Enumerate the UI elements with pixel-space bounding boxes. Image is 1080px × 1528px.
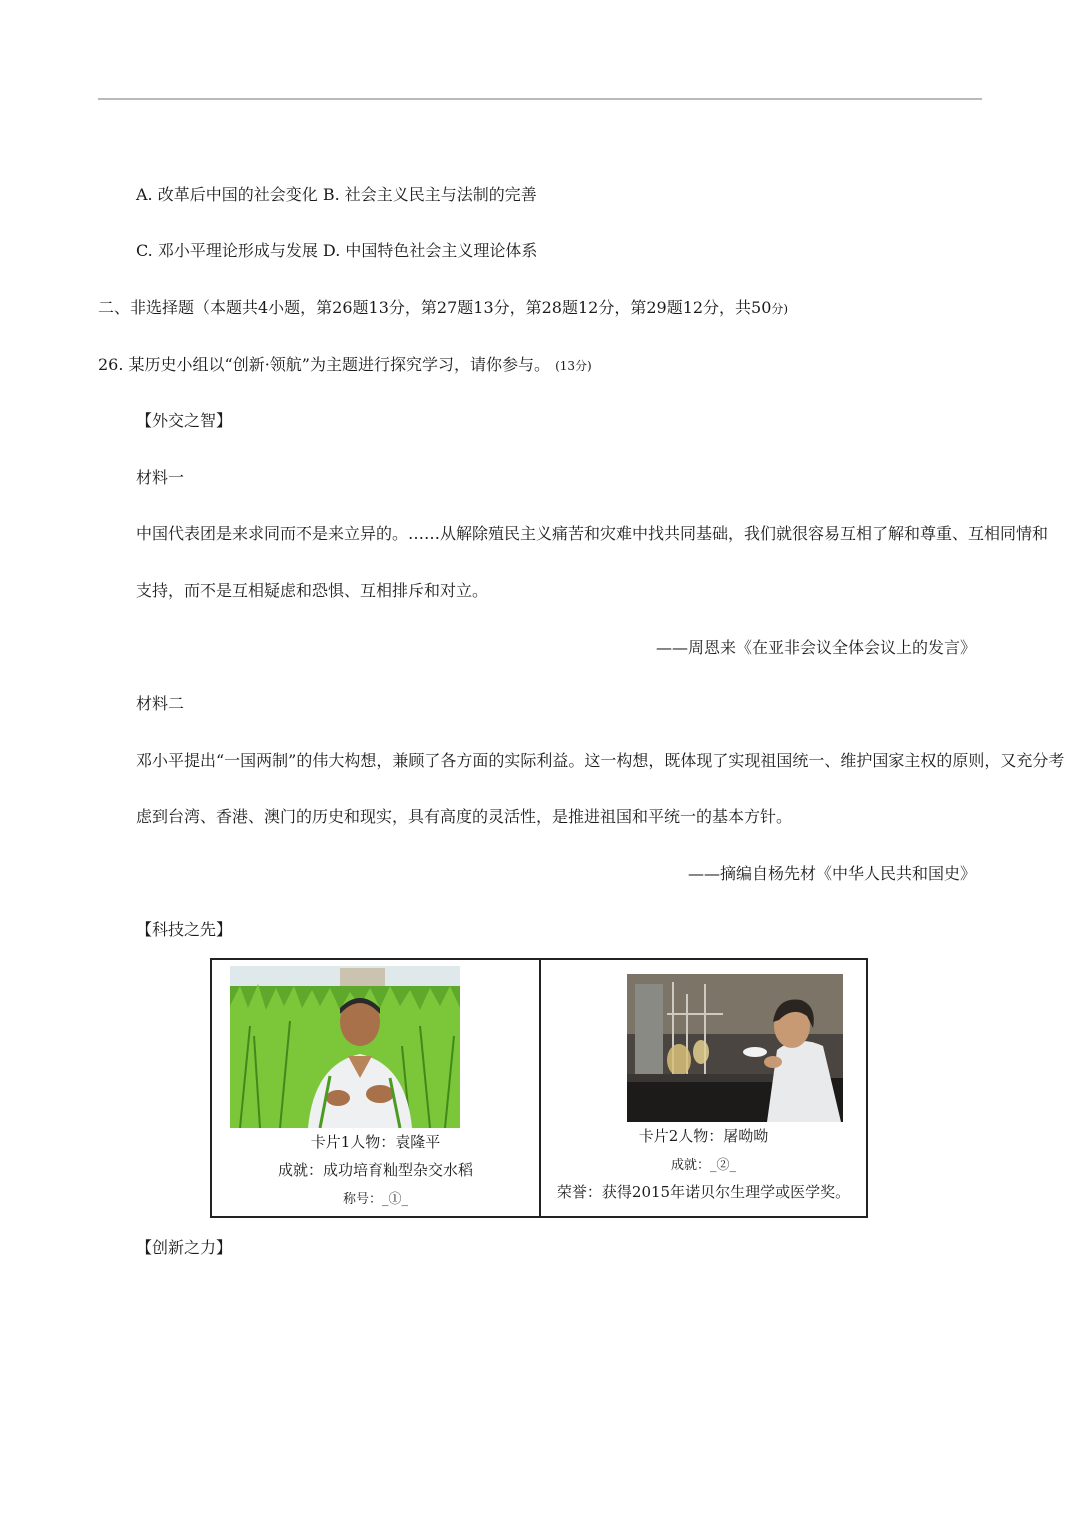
card-1 (212, 960, 539, 1216)
section-title-text: 二、非选择题（本题共4小题，第26题13分，第27题13分，第28题12分，第29题12分，共50 (98, 298, 772, 317)
question-stem-text: 26. 某历史小组以“创新·领航”为主题进行探究学习，请你参与。 (98, 355, 550, 374)
card-2-honor: 荣誉：获得2015年诺贝尔生理学或医学奖。 (556, 1183, 851, 1201)
material-1-text-line2: 支持，而不是互相疑虑和恐惧、互相排斥和对立。 (136, 581, 489, 600)
material-2-text-line1: 邓小平提出“一国两制”的伟大构想，兼顾了各方面的实际利益。这一构想，既体现了实现祖国统一、维护国家主权的原则，又充分考 (136, 751, 1065, 770)
section-title-tail: 分) (771, 302, 789, 316)
scientist-cards-table (210, 958, 868, 1218)
material-1-text-line1: 中国代表团是来求同而不是来立异的。……从解除殖民主义痛苦和灾难中找共同基础，我们就很容易互相了解和尊重、互相同情和 (136, 524, 1049, 543)
card-1-achievement: 成就：成功培育籼型杂交水稻 (277, 1161, 473, 1179)
photo-tu-youyou (627, 974, 843, 1122)
card-1-title-blank: 称号：_①_ (342, 1192, 408, 1207)
top-rule (98, 98, 982, 100)
section-title (98, 297, 788, 320)
heading-technology: 【科技之先】 (136, 920, 233, 939)
material-1-label: 材料一 (136, 468, 185, 487)
material-2-label: 材料二 (136, 694, 185, 713)
material-1-source: ——周恩来《在亚非会议全体会议上的发言》 (655, 638, 976, 657)
material-2-text-line2: 虑到台湾、香港、澳门的历史和现实，具有高度的灵活性，是推进祖国和平统一的基本方针。 (136, 807, 793, 826)
material-2-source: ——摘编自杨先材《中华人民共和国史》 (687, 864, 976, 883)
heading-diplomacy: 【外交之智】 (136, 411, 233, 430)
card-2-person: 卡片2人物：屠呦呦 (638, 1127, 769, 1145)
card-2-achievement-blank: 成就：_②_ (670, 1158, 736, 1173)
photo-yuan-longping (230, 966, 460, 1128)
card-2 (539, 960, 866, 1216)
card-1-person: 卡片1人物：袁隆平 (310, 1133, 441, 1151)
option-line-ab: A. 改革后中国的社会变化 B. 社会主义民主与法制的完善 (136, 185, 537, 204)
heading-innovation: 【创新之力】 (136, 1238, 233, 1257)
question-26-stem (98, 354, 592, 377)
option-line-cd: C. 邓小平理论形成与发展 D. 中国特色社会主义理论体系 (136, 241, 538, 260)
question-score: (13分) (555, 359, 592, 373)
